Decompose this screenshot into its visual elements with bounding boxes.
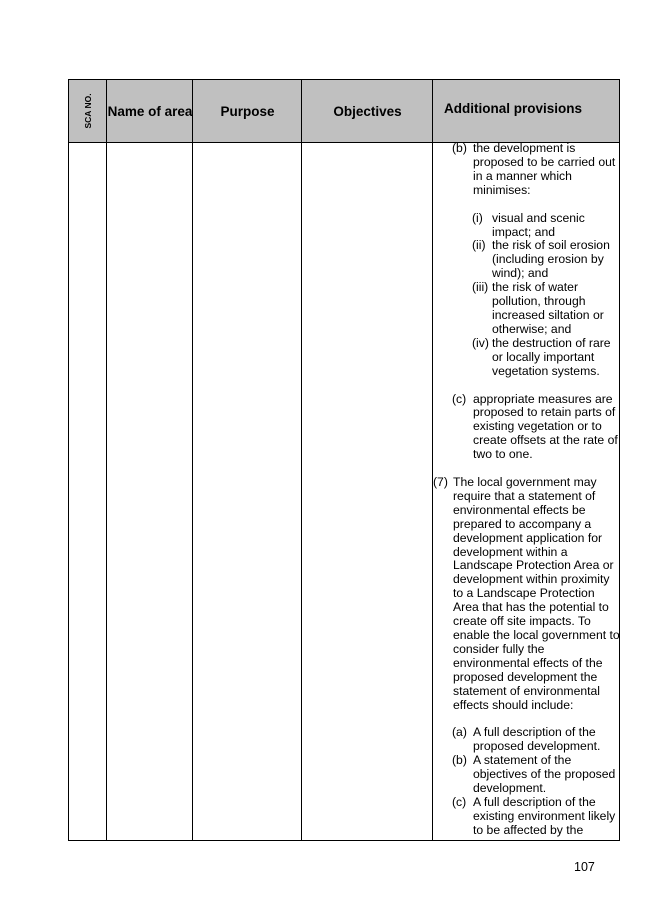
provision-b-sub-iii: (iii) the risk of water pollution, through increased siltation or otherwise; and (472, 280, 604, 336)
header-sca-no: SCA NO. (83, 93, 93, 129)
page-number: 107 (574, 860, 595, 874)
header-name-of-area: Name of area (107, 103, 193, 119)
provision-b-sub-i: (i) visual and scenic impact; and (472, 210, 585, 239)
table-header (69, 80, 619, 143)
provisions-table (68, 79, 620, 841)
additional-provisions-cell (433, 142, 621, 838)
provision-7: (7) The local government may require that a statement of environmental effects be prepared to accompany a development application for development within a Landscape Protection Area or development within proximity to a Landscape Protection Area that has the potential to create off site impacts. To enable the local government to consider fully the environmental effects of the proposed development the statement of environmental effects should include: (433, 475, 620, 712)
header-purpose: Purpose (220, 103, 275, 119)
provision-b: (b) the development is proposed to be carried out in a manner which minimises: (452, 141, 616, 197)
column-divider (192, 80, 193, 840)
provision-c: (c) appropriate measures are proposed to retain parts of existing vegetation or to create offsets at the rate of two to one. (452, 391, 618, 462)
header-additional-provisions: Additional provisions (443, 100, 582, 116)
provision-7-item-c: (c) A full description of the existing environment likely to be affected by the (452, 794, 616, 837)
provision-b-sub-ii: (ii) the risk of soil erosion (including erosion by wind); and (472, 238, 610, 281)
provision-7-item-b: (b) A statement of the objectives of the proposed development. (452, 753, 616, 796)
column-divider (301, 80, 302, 840)
provision-b-sub-iv: (iv) the destruction of rare or locally important vegetation systems. (472, 335, 611, 378)
column-divider (106, 80, 107, 840)
header-objectives: Objectives (333, 103, 402, 119)
provision-7-item-a: (a) A full description of the proposed development. (452, 725, 601, 754)
